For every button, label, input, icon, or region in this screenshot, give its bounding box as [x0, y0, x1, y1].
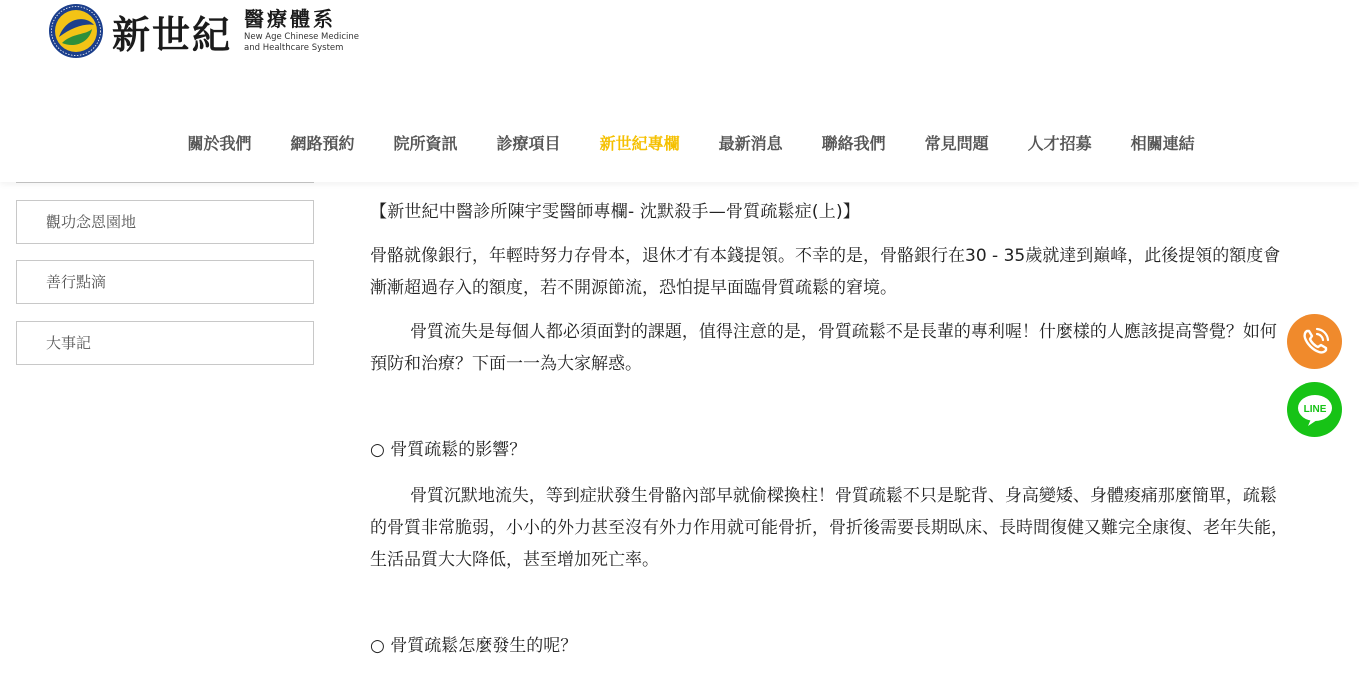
nav-links[interactable]: 相關連結 — [1130, 134, 1195, 153]
line-chat-icon — [1293, 390, 1337, 430]
phone-call-button[interactable] — [1287, 314, 1342, 369]
logo-name-cn: 新世紀 — [112, 11, 233, 57]
article-section-heading: ○ 骨質疏鬆怎麼發生的呢？ — [370, 636, 578, 656]
nav-news[interactable]: 最新消息 — [718, 134, 783, 153]
nav-faq[interactable]: 常見問題 — [924, 134, 989, 153]
nav-column[interactable]: 新世紀專欄 — [599, 134, 680, 153]
article-paragraph: 骨骼就像銀行，年輕時努力存骨本，退休才有本錢提領。不幸的是，骨骼銀行在30 - 35歲就達到巔峰，此後提領的額度會漸漸超過存入的額度，若不開源節流，恐怕提早面臨骨質疏鬆的窘境。 — [370, 246, 1281, 298]
nav-contact[interactable]: 聯絡我們 — [821, 134, 886, 153]
nav-careers[interactable]: 人才招募 — [1027, 134, 1092, 153]
logo-sub-cn: 醫療體系 — [244, 7, 337, 32]
sidebar-item-good-deeds[interactable]: 善行點滴 — [16, 260, 314, 304]
logo-name-en-1: New Age Chinese Medicine — [244, 32, 360, 43]
new-age-emblem-icon — [48, 3, 104, 59]
nav-treatments[interactable]: 診療項目 — [496, 134, 561, 153]
logo-name-en-2: and Healthcare System — [244, 42, 344, 53]
nav-booking[interactable]: 網路預約 — [290, 134, 355, 153]
article-paragraph: 骨質流失是每個人都必須面對的課題，值得注意的是，骨質疏鬆不是長輩的專利喔！什麼樣的人應該提高警覺？如何預防和治療？下面一一為大家解惑。 — [370, 322, 1277, 374]
article-content — [370, 196, 1290, 676]
sidebar-item-milestones[interactable]: 大事記 — [16, 321, 314, 365]
phone-icon — [1295, 322, 1335, 362]
nav-clinics[interactable]: 院所資訊 — [393, 134, 458, 153]
line-contact-button[interactable] — [1287, 382, 1342, 437]
site-logo[interactable] — [48, 2, 359, 60]
article-paragraph: 骨質沉默地流失，等到症狀發生骨骼內部早就偷樑換柱！骨質疏鬆不只是駝背、身高變矮、身體痠痛那麼簡單，疏鬆的骨質非常脆弱，小小的外力甚至沒有外力作用就可能骨折，骨折後需要長期臥床、長時間復健又難完全康復、老年失能，生活品質大大降低，甚至增加死亡率。 — [370, 486, 1288, 570]
nav-about[interactable]: 關於我們 — [187, 134, 252, 153]
site-header — [0, 0, 1359, 182]
article-title: 【新世紀中醫診所陳宇雯醫師專欄- 沈默殺手—骨質疏鬆症(上)】 — [370, 202, 861, 222]
main-nav — [168, 131, 1214, 154]
sidebar-item-gratitude[interactable]: 觀功念恩園地 — [16, 200, 314, 244]
article-section-heading: ○ 骨質疏鬆的影響？ — [370, 440, 527, 460]
line-label: LINE — [1303, 403, 1326, 415]
logo-subtitle — [244, 9, 359, 52]
